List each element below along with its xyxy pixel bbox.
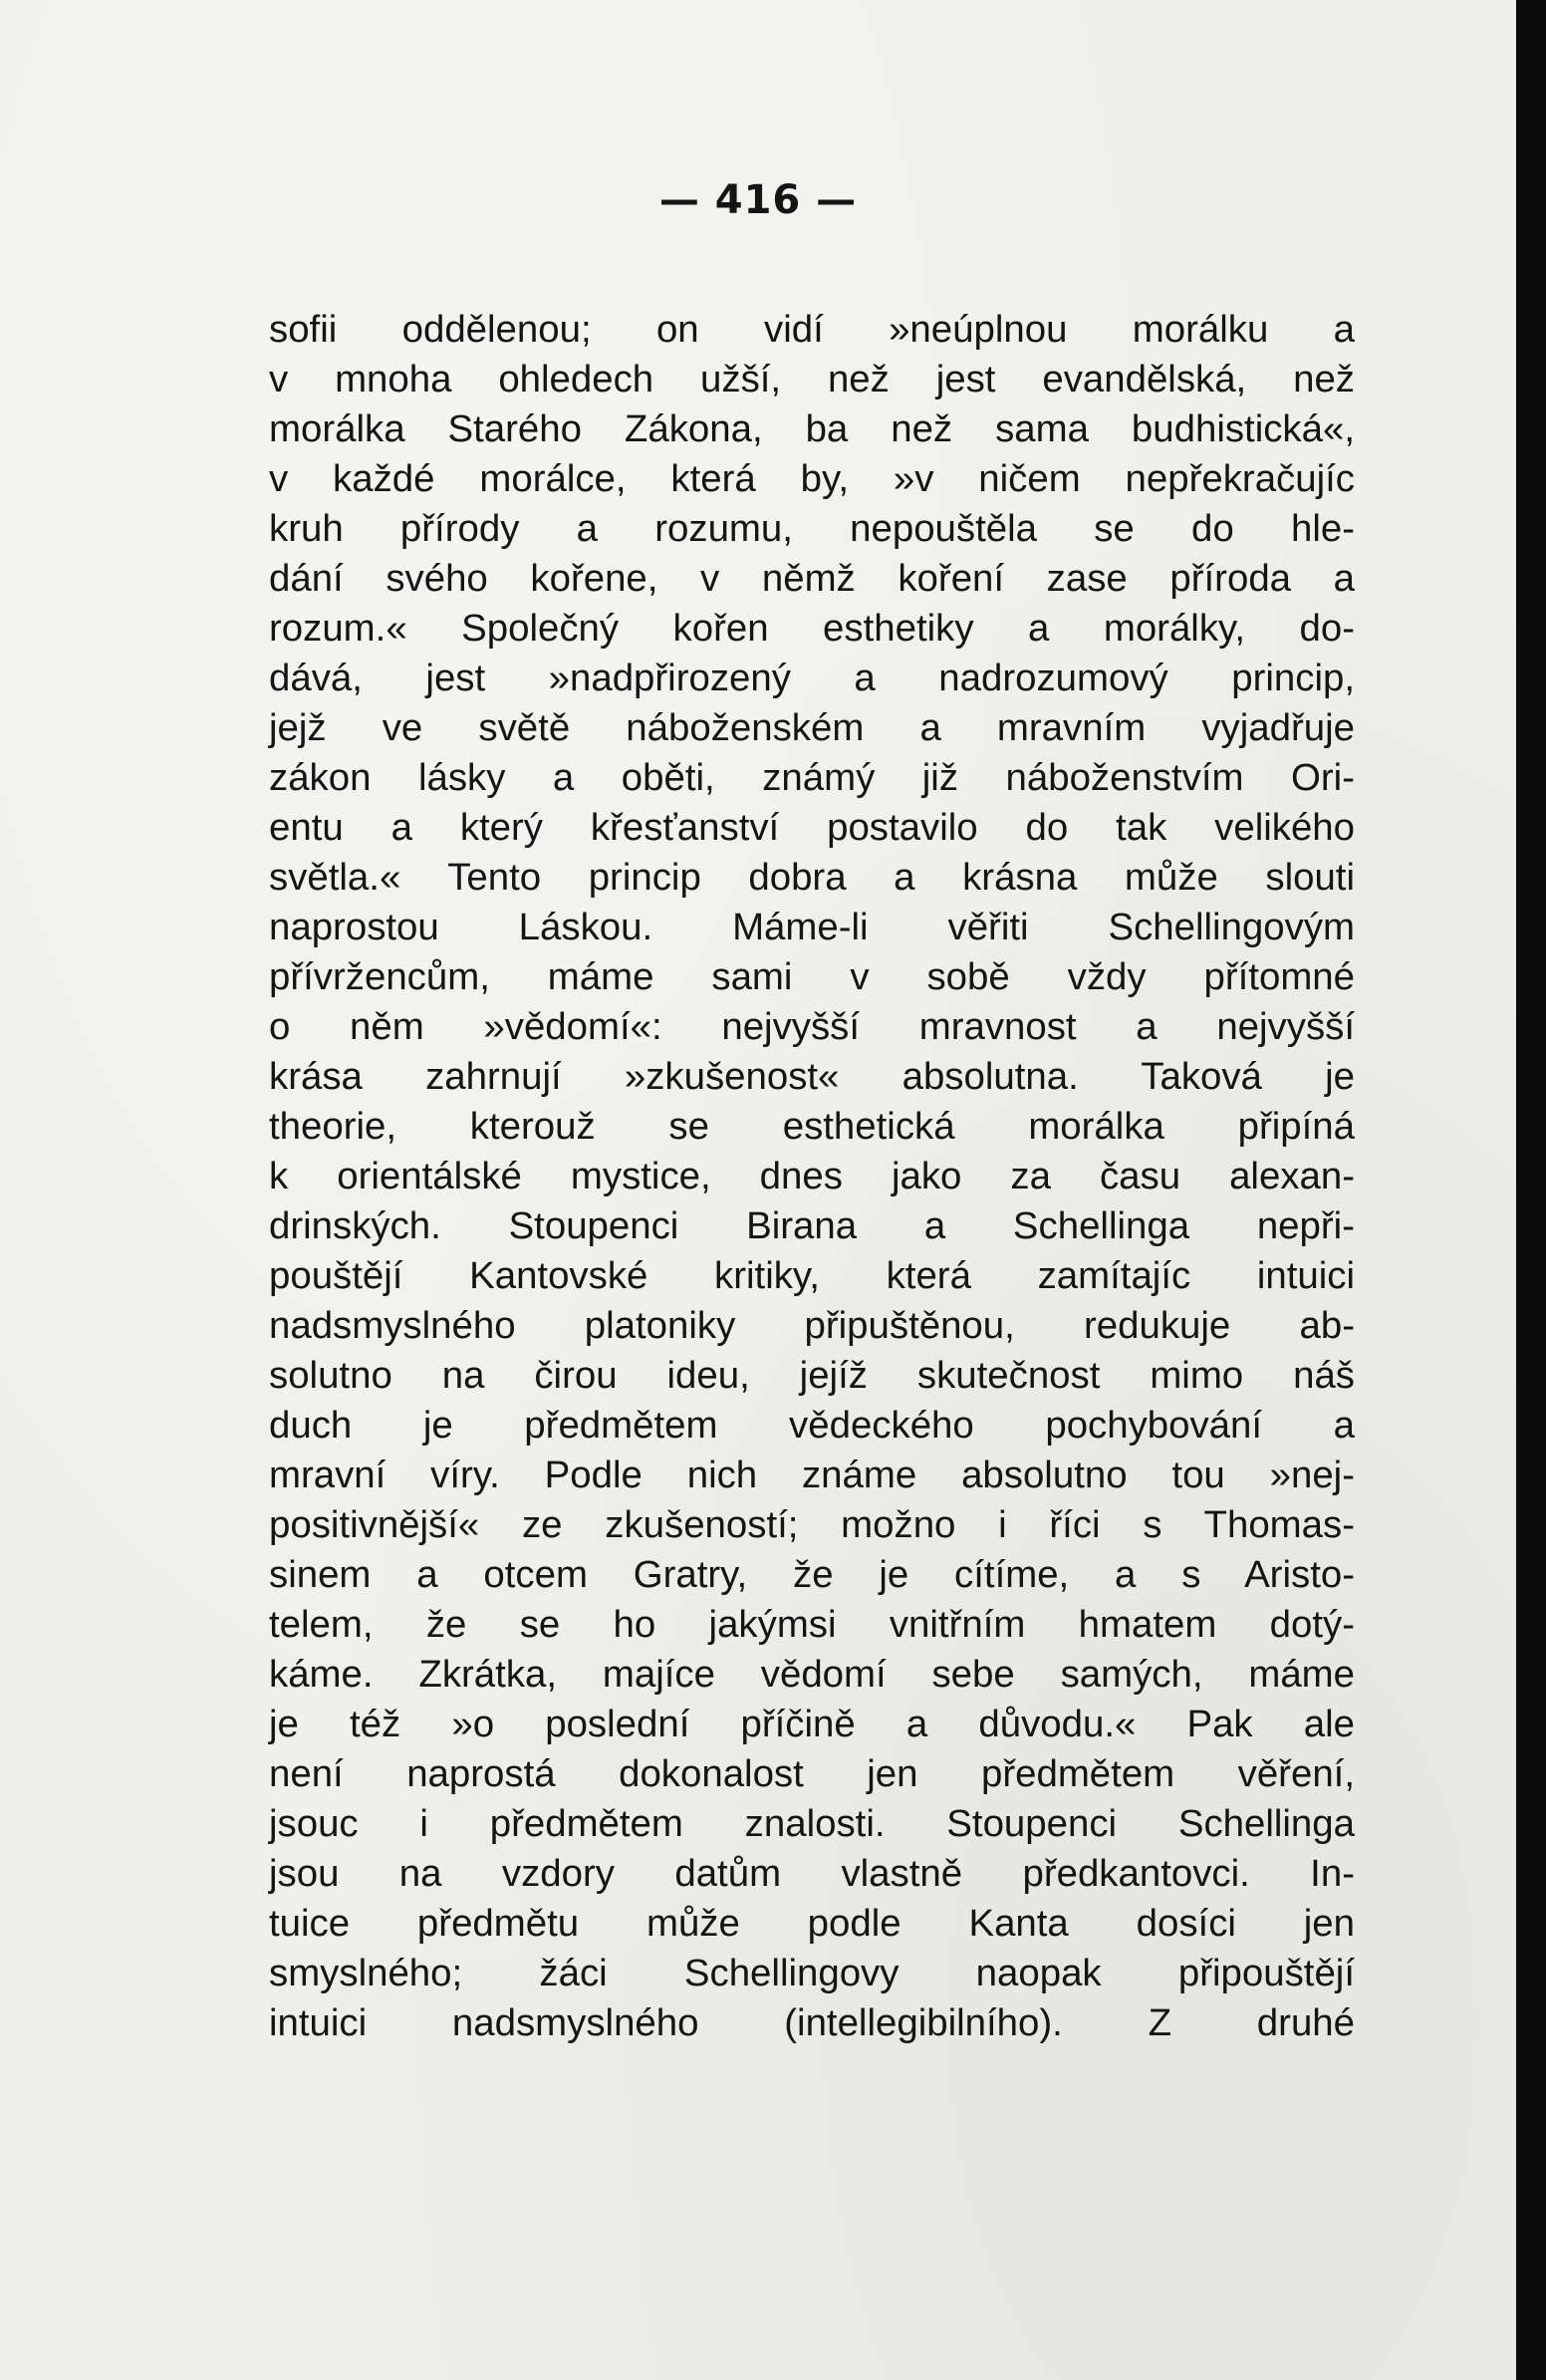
text-line: intuici nadsmyslného (intellegibilního). Z druhé [269, 2001, 1355, 2044]
text-line: v mnoha ohledech užší, než jest evandělská, než [269, 358, 1355, 400]
text-line: entu a který křesťanství postavilo do tak velikého [269, 806, 1355, 849]
text-line: káme. Zkrátka, majíce vědomí sebe samých, máme [269, 1653, 1355, 1696]
text-line: v každé morálce, která by, »v ničem nepřekračujíc [269, 457, 1355, 500]
text-line: přívržencům, máme sami v sobě vždy přítomné [269, 955, 1355, 998]
text-line: duch je předmětem vědeckého pochybování a [269, 1404, 1355, 1447]
scan-edge [1516, 0, 1546, 2380]
text-line: rozum.« Společný kořen esthetiky a morálky, do- [269, 607, 1355, 650]
text-line: dání svého kořene, v němž koření zase příroda a [269, 557, 1355, 600]
text-line: kruh přírody a rozumu, nepouštěla se do hle- [269, 507, 1355, 550]
text-line: světla.« Tento princip dobra a krásna může slouti [269, 856, 1355, 899]
text-line: není naprostá dokonalost jen předmětem věření, [269, 1752, 1355, 1795]
body-text [269, 305, 1355, 2048]
text-line: telem, že se ho jakýmsi vnitřním hmatem dotý- [269, 1603, 1355, 1646]
text-line: jsou na vzdory datům vlastně předkantovci. In- [269, 1852, 1355, 1895]
text-line: naprostou Láskou. Máme-li věřiti Schellingovým [269, 906, 1355, 948]
text-line: theorie, kterouž se esthetická morálka připíná [269, 1105, 1355, 1148]
text-line: nadsmyslného platoniky připuštěnou, redukuje ab- [269, 1304, 1355, 1347]
text-line: k orientálské mystice, dnes jako za času alexan- [269, 1155, 1355, 1197]
text-line: krása zahrnují »zkušenost« absolutna. Taková je [269, 1055, 1355, 1098]
text-line: jejž ve světě náboženském a mravním vyjadřuje [269, 706, 1355, 749]
text-line: smyslného; žáci Schellingovy naopak připouštějí [269, 1952, 1355, 1994]
text-line: zákon lásky a oběti, známý již náboženstvím Ori- [269, 756, 1355, 799]
text-line: drinských. Stoupenci Birana a Schellinga nepři- [269, 1204, 1355, 1247]
text-line: sofii oddělenou; on vidí »neúplnou morálku a [269, 308, 1355, 351]
text-line: o něm »vědomí«: nejvyšší mravnost a nejvyšší [269, 1005, 1355, 1048]
text-line: positivnější« ze zkušeností; možno i říci s Thomas- [269, 1503, 1355, 1546]
text-line: jsouc i předmětem znalosti. Stoupenci Schellinga [269, 1802, 1355, 1845]
text-line: solutno na čirou ideu, jejíž skutečnost mimo náš [269, 1354, 1355, 1397]
text-line: morálka Starého Zákona, ba než sama budhistická«, [269, 407, 1355, 450]
text-line: sinem a otcem Gratry, že je cítíme, a s Aristo- [269, 1553, 1355, 1596]
text-line: pouštějí Kantovské kritiky, která zamítajíc intuici [269, 1254, 1355, 1297]
page-number: — 416 — [658, 177, 858, 223]
text-line: je též »o poslední příčině a důvodu.« Pak ale [269, 1703, 1355, 1745]
text-line: dává, jest »nadpřirozený a nadrozumový princip, [269, 657, 1355, 699]
text-line: mravní víry. Podle nich známe absolutno tou »nej- [269, 1454, 1355, 1496]
text-line: tuice předmětu může podle Kanta dosíci jen [269, 1902, 1355, 1945]
